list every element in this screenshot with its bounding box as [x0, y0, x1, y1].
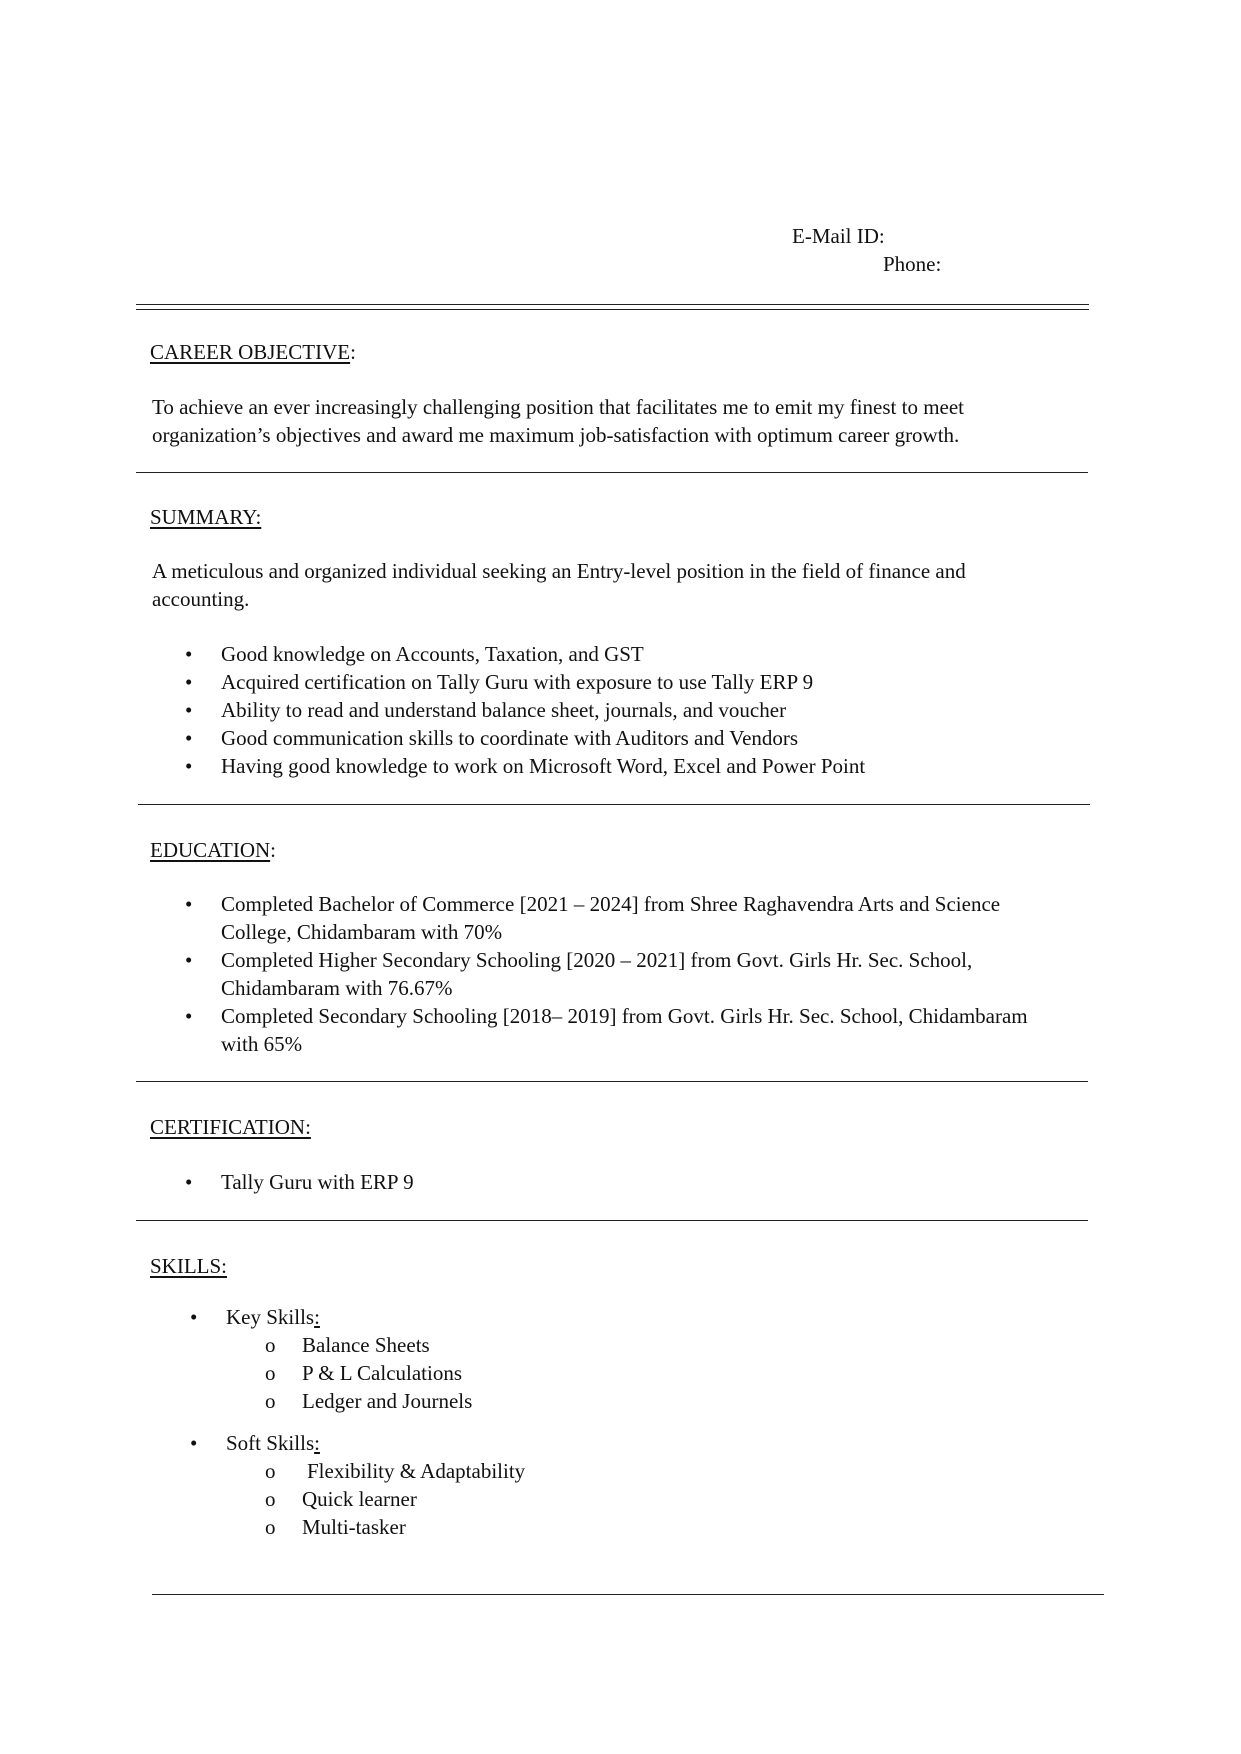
key-skills-label: • Key Skills: [190, 1305, 320, 1329]
soft-skills-list [185, 1457, 885, 1541]
list-item: • Completed Secondary Schooling [2018– 2019] from Govt. Girls Hr. Sec. School, Chidambaram with 65% [185, 1004, 1028, 1056]
sub-bullet-glyph: o [265, 1487, 276, 1511]
summary-text: A meticulous and organized individual seeking an Entry-level position in the field of finance and accounting. [152, 559, 966, 611]
sub-bullet-glyph: o [265, 1515, 276, 1539]
sub-bullet-glyph: o [265, 1333, 276, 1357]
certification-heading: CERTIFICATION: [150, 1115, 311, 1139]
bullet-glyph: • [185, 1170, 193, 1194]
header-divider [136, 304, 1089, 310]
summary-heading: SUMMARY: [150, 505, 262, 529]
list-item: • Tally Guru with ERP 9 [185, 1170, 414, 1194]
footer-divider [152, 1594, 1104, 1595]
list-item: o Quick learner [265, 1487, 417, 1511]
soft-skills-group [185, 1429, 885, 1541]
bullet-glyph: • [185, 1004, 193, 1028]
skills-heading: SKILLS: [150, 1254, 228, 1278]
key-skills-group [185, 1303, 885, 1415]
list-item: • Good communication skills to coordinate with Auditors and Vendors [185, 726, 799, 750]
bullet-glyph: • [185, 754, 193, 778]
section-divider [136, 1220, 1088, 1221]
section-divider [136, 472, 1088, 473]
bullet-glyph: • [190, 1431, 198, 1455]
bullet-glyph: • [185, 670, 193, 694]
list-item: • Acquired certification on Tally Guru with exposure to use Tally ERP 9 [185, 670, 814, 694]
list-item: • Having good knowledge to work on Microsoft Word, Excel and Power Point [185, 754, 866, 778]
list-item: o Flexibility & Adaptability [265, 1459, 526, 1483]
section-divider [138, 804, 1090, 805]
section-divider [136, 1081, 1088, 1082]
bullet-glyph: • [190, 1305, 198, 1329]
list-item: o Multi-tasker [265, 1515, 406, 1539]
list-item: o Ledger and Journels [265, 1389, 473, 1413]
bullet-glyph: • [185, 726, 193, 750]
list-item: • Completed Bachelor of Commerce [2021 – 2024] from Shree Raghavendra Arts and Science College, Chidambaram with 70% [185, 892, 1001, 944]
sub-bullet-glyph: o [265, 1459, 276, 1483]
sub-bullet-glyph: o [265, 1389, 276, 1413]
sub-bullet-glyph: o [265, 1361, 276, 1385]
career-objective-text: To achieve an ever increasingly challenging position that facilitates me to emit my finest to meet organization’s objectives and award me maximum job-satisfaction with optimum career growth. [152, 395, 965, 447]
email-label: E-Mail ID: [792, 224, 885, 248]
list-item: • Completed Higher Secondary Schooling [2020 – 2021] from Govt. Girls Hr. Sec. School, Chidambaram with 76.67% [185, 948, 973, 1000]
key-skills-list [185, 1331, 885, 1415]
education-heading: EDUCATION: [150, 838, 276, 862]
bullet-glyph: • [185, 948, 193, 972]
soft-skills-label: • Soft Skills: [190, 1431, 320, 1455]
certification-bullet-list [185, 1168, 1085, 1196]
list-item: o P & L Calculations [265, 1361, 463, 1385]
education-bullet-list [185, 890, 1065, 1058]
list-item: o Balance Sheets [265, 1333, 430, 1357]
bullet-glyph: • [185, 892, 193, 916]
list-item: • Good knowledge on Accounts, Taxation, and GST [185, 642, 644, 666]
list-item: • Ability to read and understand balance sheet, journals, and voucher [185, 698, 787, 722]
bullet-glyph: • [185, 698, 193, 722]
phone-label: Phone: [883, 252, 942, 276]
bullet-glyph: • [185, 642, 193, 666]
summary-bullet-list [185, 640, 1085, 780]
career-objective-heading: CAREER OBJECTIVE: [150, 340, 356, 364]
